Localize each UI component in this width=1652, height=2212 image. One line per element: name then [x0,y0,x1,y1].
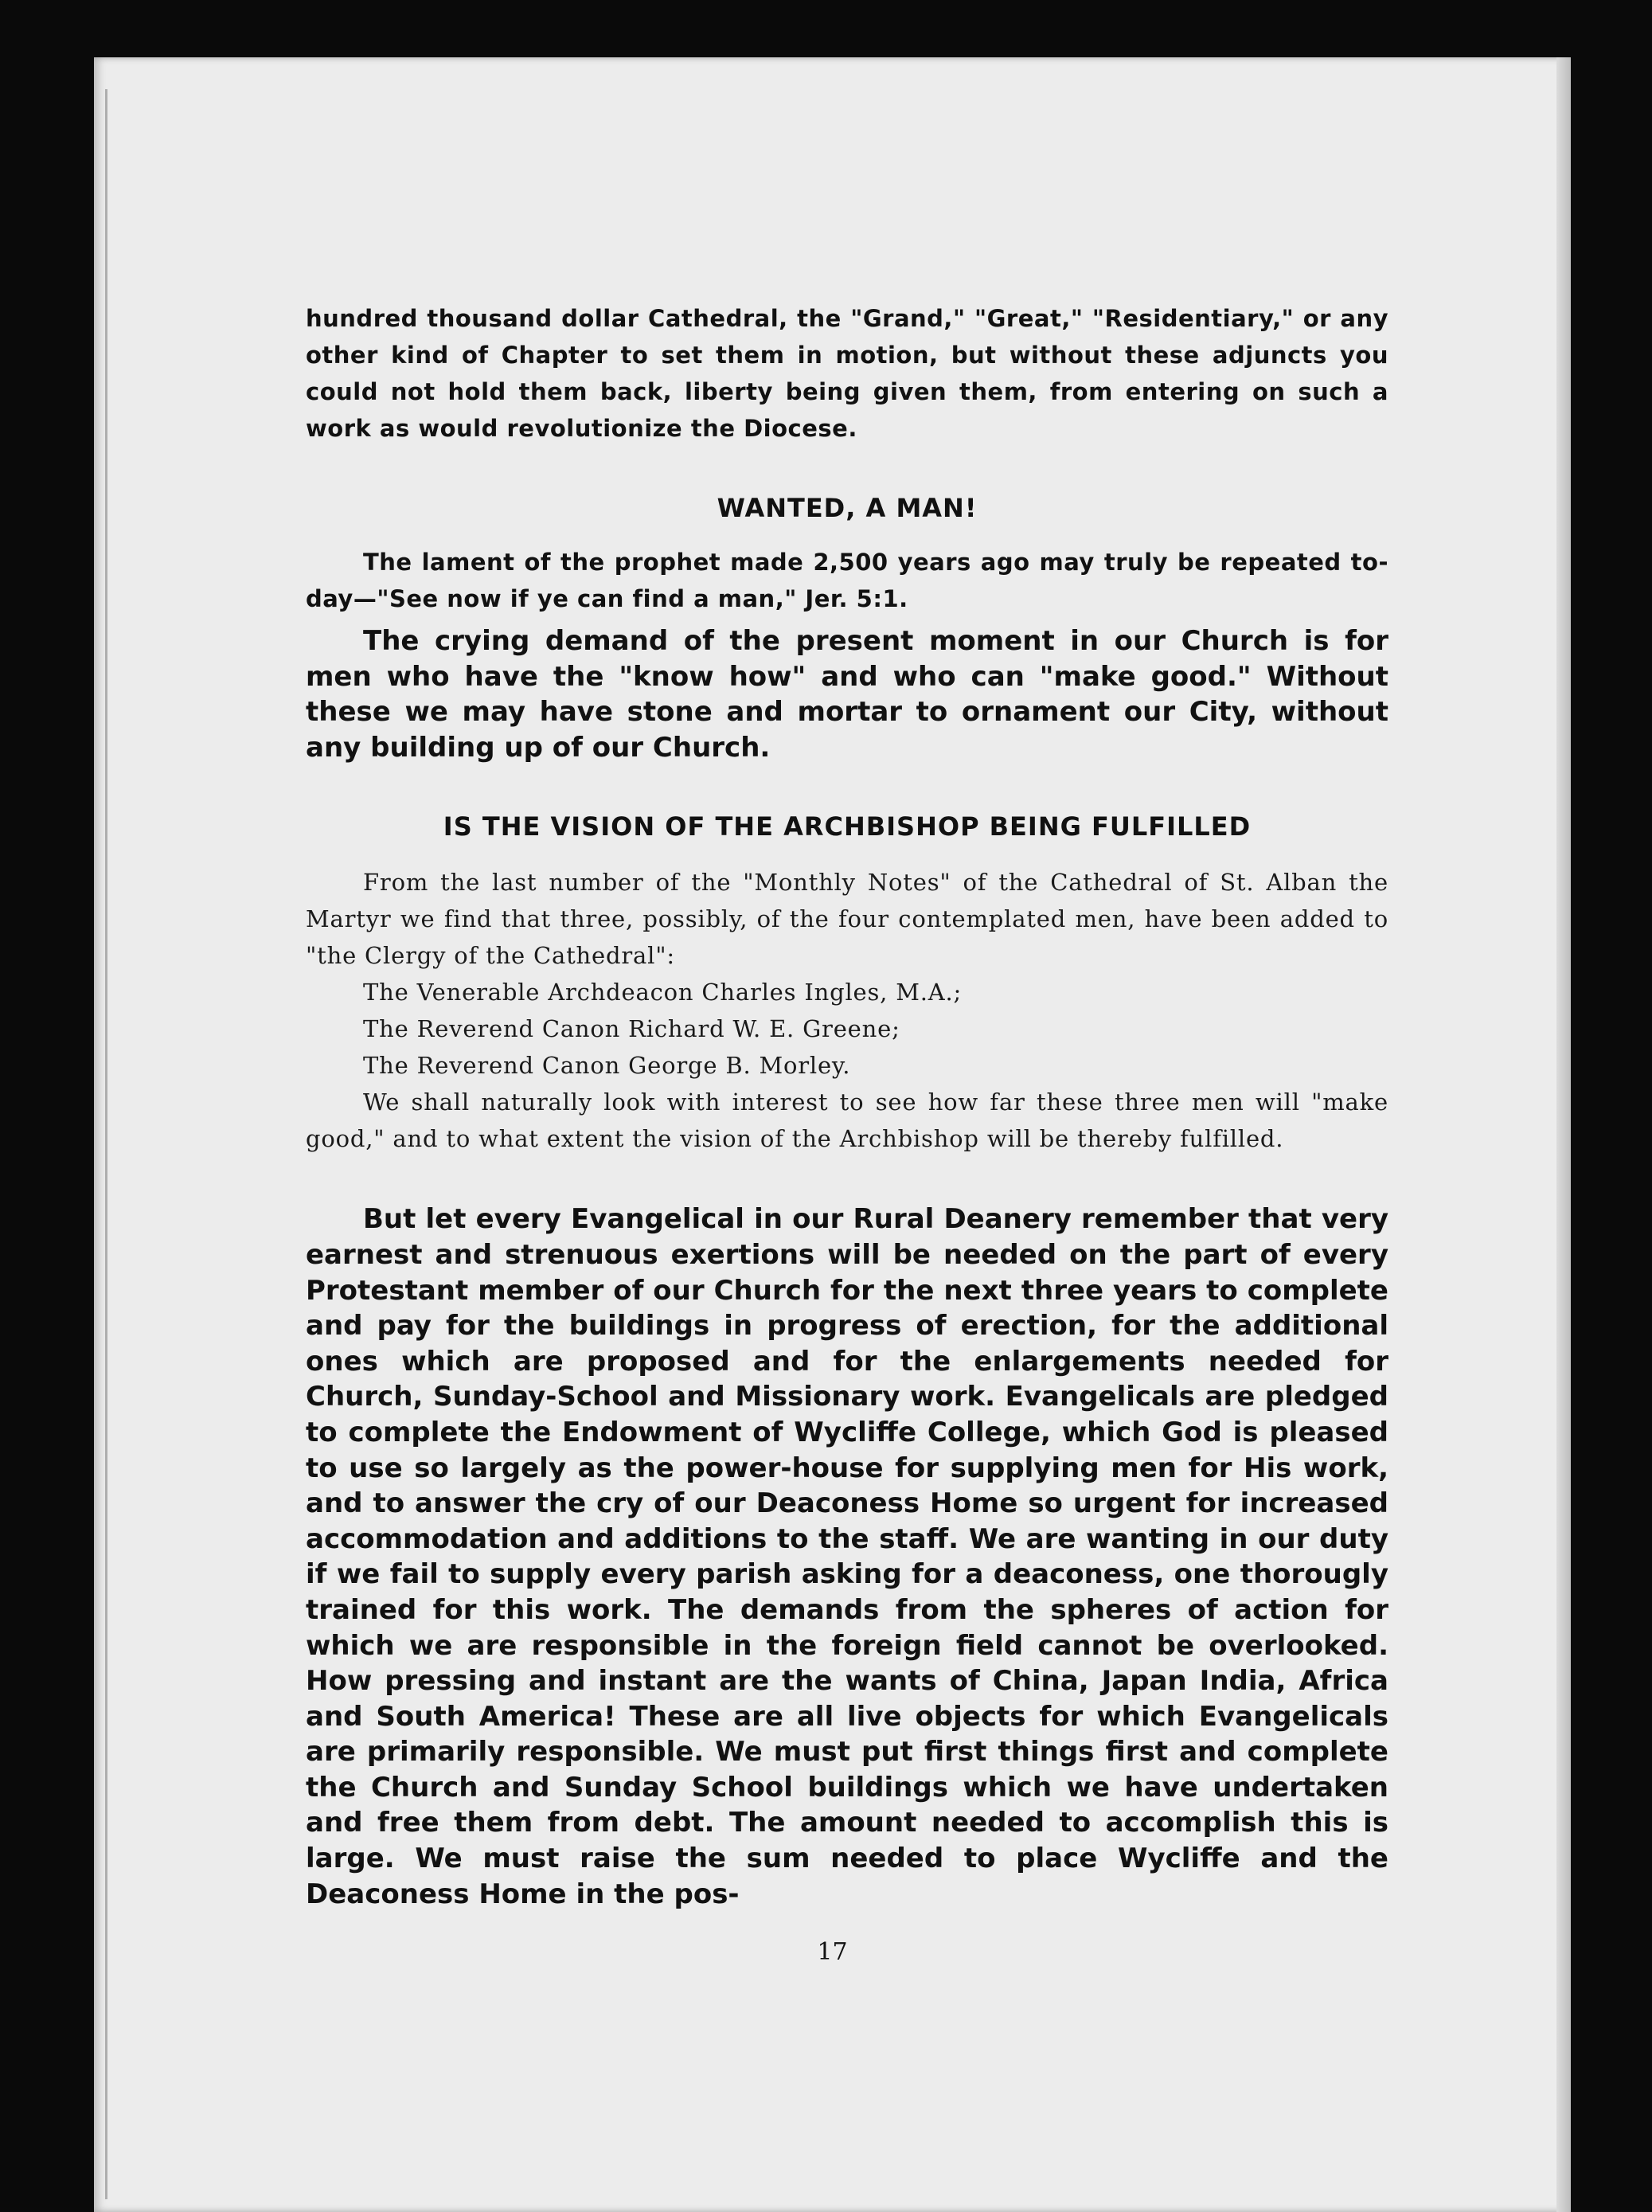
gutter-shadow [105,89,107,2199]
clergy-item: The Reverend Canon George B. Morley. [363,1052,851,1080]
clergy-item: The Reverend Canon Richard W. E. Greene; [363,1015,900,1043]
clergy-item: The Venerable Archdeacon Charles Ingles, M.A.; [363,979,963,1006]
book-page [94,57,1571,2212]
vision-paragraph-1: From the last number of the "Monthly Notes" of the Cathedral of St. Alban the Martyr we find that three, possibly, of the four contemplated men, have been added to "the Clergy of the Cathedral": [306,869,1388,970]
section-heading-vision: IS THE VISION OF THE ARCHBISHOP BEING FULFILLED [443,811,1252,842]
page-number: 17 [817,1938,848,1966]
closing-paragraph: But let every Evangelical in our Rural Deanery remember that very earnest and strenuous exertions will be needed on the part of every Protestant member of our Church for the next three years to complete and pay for the buildings in progress of erection, for the additional ones which are proposed and for the enlargements needed for Church, Sunday-School and Missionary work. Evangelicals are pledged to complete the Endowment of Wycliffe College, which God is pleased to use so largely as the power-house for supplying men for His work, and to answer the cry of our Deaconess Home so urgent for increased accommodation and additions to the staff. We are wanting in our duty if we fail to supply every parish asking for a deaconess, one thorougly trained for this work. The demands from the spheres of action for which we are responsible in the foreign field cannot be overlooked. How pressing and instant are the wants of China, Japan India, Africa and South America! These are all live objects for which Evangelicals are primarily responsible. We must put first things first and complete the Church and Sunday School buildings which we have undertaken and free them from debt. The amount needed to accomplish this is large. We must raise the sum needed to place Wycliffe and the Deaconess Home in the pos- [306,1203,1388,1910]
section-heading-wanted: WANTED, A MAN! [717,493,978,523]
spacer [306,617,1388,623]
wanted-paragraph-2: The crying demand of the present moment in our Church is for men who have the "know how" and who can "make good." Without these we may have stone and mortar to ornament our City, without any building up of our Church. [306,625,1388,764]
spacer [306,1157,1388,1202]
top-paragraph: hundred thousand dollar Cathedral, the "Grand," "Great," "Residentiary," or any other kind of Chapter to set them in motion, but without these adjuncts you could not hold them back, liberty being given them, from entering on such a work as would revolutionize the Diocese. [306,305,1388,442]
wanted-paragraph-1: The lament of the prophet made 2,500 years ago may truly be repeated to-day—"See now if ye can find a man," Jer. 5:1. [306,549,1388,612]
vision-paragraph-2: We shall naturally look with interest to see how far these three men will "make good," and to what extent the vision of the Archbishop will be thereby fulfilled. [306,1088,1388,1153]
page-text-block [306,300,1388,1912]
page-edge [1556,57,1571,2212]
